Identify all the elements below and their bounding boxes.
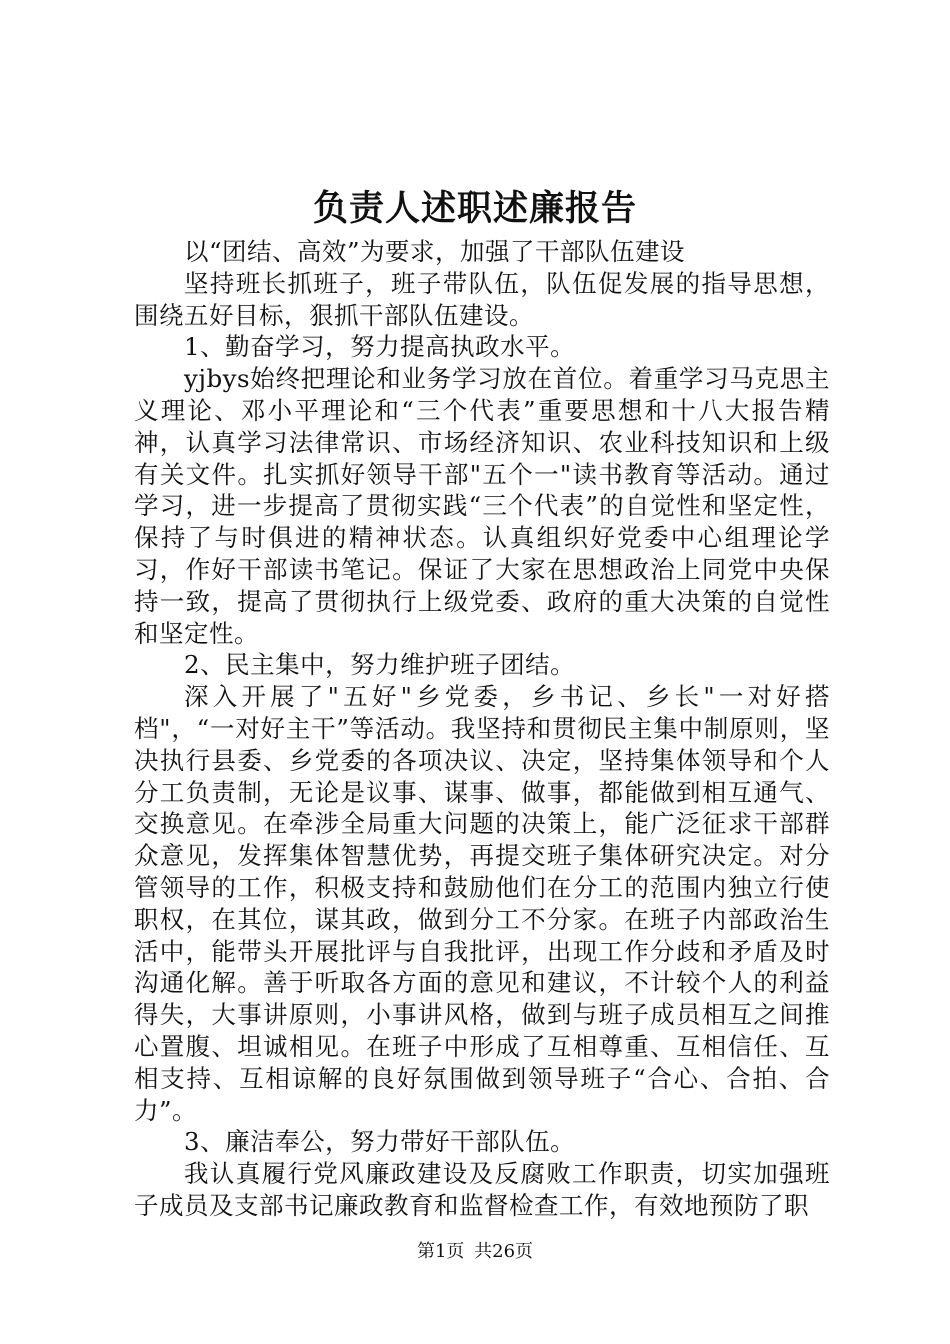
body-paragraph: 坚持班长抓班子，班子带队伍，队伍促发展的指导思想，围绕五好目标，狠抓干部队伍建设。	[134, 268, 830, 330]
page-total: 共26页	[474, 1241, 534, 1262]
document-title: 负责人述职述廉报告	[312, 188, 637, 229]
section-heading: 1、勤奋学习，努力提高执政水平。	[184, 332, 576, 362]
page-footer	[0, 1240, 950, 1264]
document-body	[134, 236, 830, 1222]
page-number: 第1页	[416, 1241, 465, 1262]
body-paragraph: yjbys始终把理论和业务学习放在首位。着重学习马克思主义理论、邓小平理论和“三个代表”重要思想和十八大报告精神，认真学习法律常识、市场经济知识、农业科技知识和上级有关文件。扎实抓好领导干部"五个一"读书教育等活动。通过学习，进一步提高了贯彻实践“三个代表”的自觉性和坚定性，保持了与时俱进的精神状态。认真组织好党委中心组理论学习，作好干部读书笔记。保证了大家在思想政治上同党中央保持一致，提高了贯彻执行上级党委、政府的重大决策的自觉性和坚定性。	[134, 364, 830, 648]
section-heading: 2、民主集中，努力维护班子团结。	[184, 650, 576, 680]
body-paragraph: 以“团结、高效”为要求，加强了干部队伍建设	[184, 237, 686, 266]
body-paragraph: 我认真履行党风廉政建设及反腐败工作职责，切实加强班子成员及支部书记廉政教育和监督检查工作，有效地预防了职	[134, 1159, 830, 1220]
body-paragraph: 深入开展了"五好"乡党委，乡书记、乡长"一对好搭档"，“一对好主干”等活动。我坚持和贯彻民主集中制原则，坚决执行县委、乡党委的各项决议、决定，坚持集体领导和个人分工负责制，无论是议事、谋事、做事，都能做到相互通气、交换意见。在牵涉全局重大问题的决策上，能广泛征求干部群众意见，发挥集体智慧优势，再提交班子集体研究决定。对分管领导的工作，积极支持和鼓励他们在分工的范围内独立行使职权，在其位，谋其政，做到分工不分家。在班子内部政治生活中，能带头开展批评与自我批评，出现工作分歧和矛盾及时沟通化解。善于听取各方面的意见和建议，不计较个人的利益得失，大事讲原则，小事讲风格，做到与班子成员相互之间推心置腹、坦诚相见。在班子中形成了互相尊重、互相信任、互相支持、互相谅解的良好氛围做到领导班子“合心、合拍、合力”。	[134, 682, 830, 1125]
section-heading: 3、廉洁奉公，努力带好干部队伍。	[184, 1127, 576, 1157]
